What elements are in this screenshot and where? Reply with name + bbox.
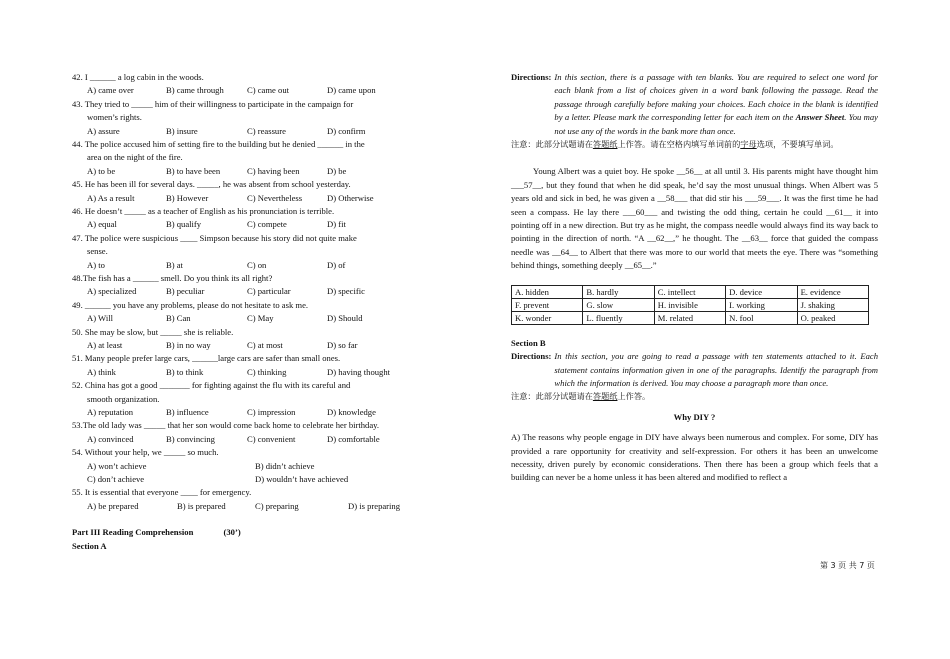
question-item	[72, 326, 447, 353]
word-bank-cell: J. shaking	[797, 298, 868, 311]
option: C) thinking	[247, 366, 287, 377]
note-text: 上作答。	[617, 391, 651, 402]
paragraph-a: A) The reasons why people engage in DIY have always been numerous and complex. For some, DIY has provided a rare opportunity for creativity and self-expression. For others it has been an unwelcome necessity, driven purely by economic considerations. Then there has been a group which feels that a building can never be a home unless it has been altered and modified to reflect a	[511, 432, 878, 483]
option: D) comfortable	[327, 433, 380, 444]
word-bank-cell: G. slow	[583, 298, 654, 311]
option: B) came through	[166, 85, 224, 96]
question-item	[72, 232, 447, 272]
question-item	[72, 71, 447, 98]
question-stem: 45. He has been ill for several days. _____, he was absent from school yesterday.	[72, 179, 351, 190]
note-text: 选项，不要填写单词。	[756, 139, 839, 150]
options-row	[72, 312, 447, 325]
question-item	[72, 352, 447, 379]
note-b	[511, 390, 878, 403]
word-bank-row	[512, 285, 869, 298]
note-underline: 答题纸	[592, 391, 618, 402]
part-heading	[72, 526, 447, 539]
directions-text-part: . You may not use any of the words in the bank more than once.	[554, 112, 878, 136]
directions-label: Directions:	[511, 351, 552, 362]
question-55	[72, 486, 447, 513]
question-stem: 51. Many people prefer large cars, ______large cars are safer than small ones.	[72, 353, 341, 364]
question-item	[72, 178, 447, 205]
option: C) compete	[247, 219, 287, 230]
note-text: 注意：此部分试题请在	[511, 139, 593, 150]
option: D) Otherwise	[327, 192, 374, 203]
options-row	[72, 473, 447, 486]
question-stem: 47. The police were suspicious ____ Simpson because his story did not quite make	[72, 232, 357, 243]
question-item	[72, 98, 447, 138]
word-bank-cell: B. hardly	[583, 285, 654, 298]
question-54	[72, 446, 447, 486]
option: D) specific	[327, 286, 365, 297]
options-row	[72, 406, 447, 419]
option: A) As a result	[87, 192, 135, 203]
options-row	[72, 84, 447, 97]
directions-text-part: In this section, there is a passage with ten blanks. You are required to select one word for each blank from a list of choices given in a word bank following the passage. Read the passage through carefully before making your choices. Each choice in the blank is identified by a letter. Please mark the corresponding letter for each item on the	[554, 72, 878, 123]
option: C) particular	[247, 286, 291, 297]
page-number: 第 3 页 共 7 页	[820, 561, 875, 570]
option: A) came over	[87, 85, 134, 96]
note-text: 上作答。请在空格内填写单词前的	[617, 139, 741, 150]
word-bank-cell: H. invisible	[654, 298, 725, 311]
option: D) Should	[327, 313, 363, 324]
note-text: 注意：此部分试题请在	[511, 391, 593, 402]
options-row	[72, 339, 447, 352]
question-stem: 50. She may be slow, but _____ she is reliable.	[72, 326, 234, 337]
option: B) in no way	[166, 340, 211, 350]
word-bank-table	[511, 285, 869, 325]
option: B) at	[166, 259, 183, 270]
question-item	[72, 138, 447, 178]
word-bank-cell: M. related	[654, 311, 725, 324]
option: C) impression	[247, 407, 296, 417]
option: D) having thought	[327, 366, 391, 377]
option: D) confirm	[327, 125, 366, 136]
options-row	[72, 125, 447, 138]
word-bank-row	[512, 311, 869, 324]
option: B) insure	[166, 125, 198, 136]
note-underline: 字母	[740, 139, 757, 150]
option: D) be	[327, 165, 347, 176]
word-bank-cell: A. hidden	[512, 285, 583, 298]
word-bank-cell: N. fool	[726, 311, 797, 324]
word-bank-cell: I. working	[726, 298, 797, 311]
option: B) convincing	[166, 433, 215, 444]
option: C) Nevertheless	[247, 192, 303, 203]
question-stem-continued: women’s rights.	[87, 112, 142, 123]
option: C) reassure	[247, 125, 286, 136]
question-stem: 44. The police accused him of setting fire to the building but he denied ______ in the	[72, 139, 365, 149]
option: A) be prepared	[87, 500, 139, 511]
option: A) reputation	[87, 407, 134, 417]
left-column	[72, 71, 447, 553]
section-a-heading: Section A	[72, 540, 107, 551]
option: B) to think	[166, 366, 204, 377]
question-stem: 54. Without your help, we _____ so much.	[72, 447, 219, 458]
option: C) May	[247, 313, 274, 324]
options-row	[72, 433, 447, 446]
question-item	[72, 272, 447, 299]
option: A) convinced	[87, 433, 134, 444]
part-title: Part III Reading Comprehension	[72, 527, 194, 538]
option: B) influence	[166, 407, 209, 417]
options-row	[72, 285, 447, 298]
word-bank-cell: C. intellect	[654, 285, 725, 298]
word-bank-cell: K. wonder	[512, 311, 583, 324]
option: A) won’t achieve	[87, 460, 147, 471]
option: D) came upon	[327, 85, 376, 96]
option: A) assure	[87, 125, 120, 136]
part-score: (30’)	[223, 527, 241, 538]
options-row	[72, 259, 447, 272]
option: B) Can	[166, 313, 191, 324]
option: A) to be	[87, 165, 116, 176]
word-bank-cell: D. device	[726, 285, 797, 298]
option: B) to have been	[166, 165, 221, 176]
directions-label: Directions:	[511, 72, 552, 82]
option: B) didn’t achieve	[255, 460, 315, 471]
question-stem: 53.The old lady was _____ that her son would come back home to celebrate her birthday.	[72, 420, 380, 431]
directions-b	[511, 350, 878, 390]
options-row	[72, 218, 447, 231]
question-list	[72, 71, 447, 446]
directions-a	[511, 71, 878, 138]
option: C) having been	[247, 165, 300, 176]
word-bank-cell: E. evidence	[797, 285, 868, 298]
question-item	[72, 419, 447, 446]
option: C) came out	[247, 85, 289, 96]
word-bank-cell: L. fluently	[583, 311, 654, 324]
word-bank-cell: F. prevent	[512, 298, 583, 311]
option: D) so far	[327, 340, 358, 350]
question-stem: 52. China has got a good _______ for fighting against the flu with its careful and	[72, 380, 351, 391]
options-row	[72, 500, 447, 513]
option: A) specialized	[87, 286, 137, 297]
word-bank-row	[512, 298, 869, 311]
option: C) convenient	[247, 433, 296, 444]
question-stem: 55. It is essential that everyone ____ for emergency.	[72, 487, 252, 498]
option: A) think	[87, 366, 116, 377]
options-row	[72, 192, 447, 205]
question-stem-continued: area on the night of the fire.	[87, 152, 183, 163]
option: D) is preparing	[348, 500, 401, 511]
question-item	[72, 299, 447, 326]
question-stem-continued: sense.	[87, 246, 108, 257]
question-stem: 46. He doesn’t _____ as a teacher of English as his pronunciation is terrible.	[72, 206, 335, 216]
note-underline: 答题纸	[592, 139, 618, 150]
options-row	[72, 460, 447, 473]
note-a	[511, 138, 878, 151]
options-row	[72, 165, 447, 178]
word-bank-cell: O. peaked	[797, 311, 868, 324]
option: C) preparing	[255, 500, 299, 511]
option: A) at least	[87, 340, 123, 350]
question-stem: 48.The fish has a ______ smell. Do you think its all right?	[72, 273, 273, 283]
options-row	[72, 366, 447, 379]
question-stem: 49. ______ you have any problems, please do not hesitate to ask me.	[72, 299, 309, 310]
answer-sheet-term: Answer Sheet	[795, 112, 845, 123]
option: D) fit	[327, 219, 346, 230]
option: B) However	[166, 192, 209, 203]
option: B) is prepared	[177, 500, 226, 511]
option: A) Will	[87, 313, 113, 324]
option: D) of	[327, 259, 346, 270]
question-item	[72, 379, 447, 419]
directions-text	[504, 71, 878, 138]
passage-title: Why DIY ?	[673, 411, 716, 422]
section-b-heading: Section B	[511, 337, 546, 348]
question-stem: 42. I ______ a log cabin in the woods.	[72, 72, 204, 82]
option: C) on	[247, 259, 267, 270]
option: D) wouldn’t have achieved	[255, 473, 349, 484]
option: A) equal	[87, 219, 117, 230]
directions-text: In this section, you are going to read a passage with ten statements attached to it. Each statement contains information given in one of the paragraphs. Identify the paragraph from which the information is derived. You may choose a paragraph more than once.	[554, 351, 878, 388]
option: A) to	[87, 259, 105, 270]
option: B) qualify	[166, 219, 202, 230]
option: C) at most	[247, 340, 283, 350]
passage-albert: Young Albert was a quiet boy. He spoke __56__ at all until 3. His parents might have thought him ___57__, but they found that when he did speak, he’d say the most unusual things. When Albert was 5 years old and sick in bed, he was given a __58___ that did stir his ___59___. It was the first time he had seen a compass. He lay there ___60___ and twisting the odd thing, certain he could __61__ it into pointing off in a new direction. But try as he might, the compass needle would always find its way back to pointing in the direction of north. “A __62__,” he thought. The __63__ force that guided the compass needle was __64__ to Albert that there was more to our world that meets the eye. There was “something behind things, something deeply __65__.”	[511, 166, 878, 271]
option: C) don’t achieve	[87, 473, 145, 484]
option: D) knowledge	[327, 407, 376, 417]
question-stem-continued: smooth organization.	[87, 393, 160, 404]
right-column	[511, 71, 878, 485]
question-item	[72, 205, 447, 232]
question-stem: 43. They tried to _____ him of their willingness to participate in the campaign for	[72, 98, 354, 109]
option: B) peculiar	[166, 286, 205, 297]
